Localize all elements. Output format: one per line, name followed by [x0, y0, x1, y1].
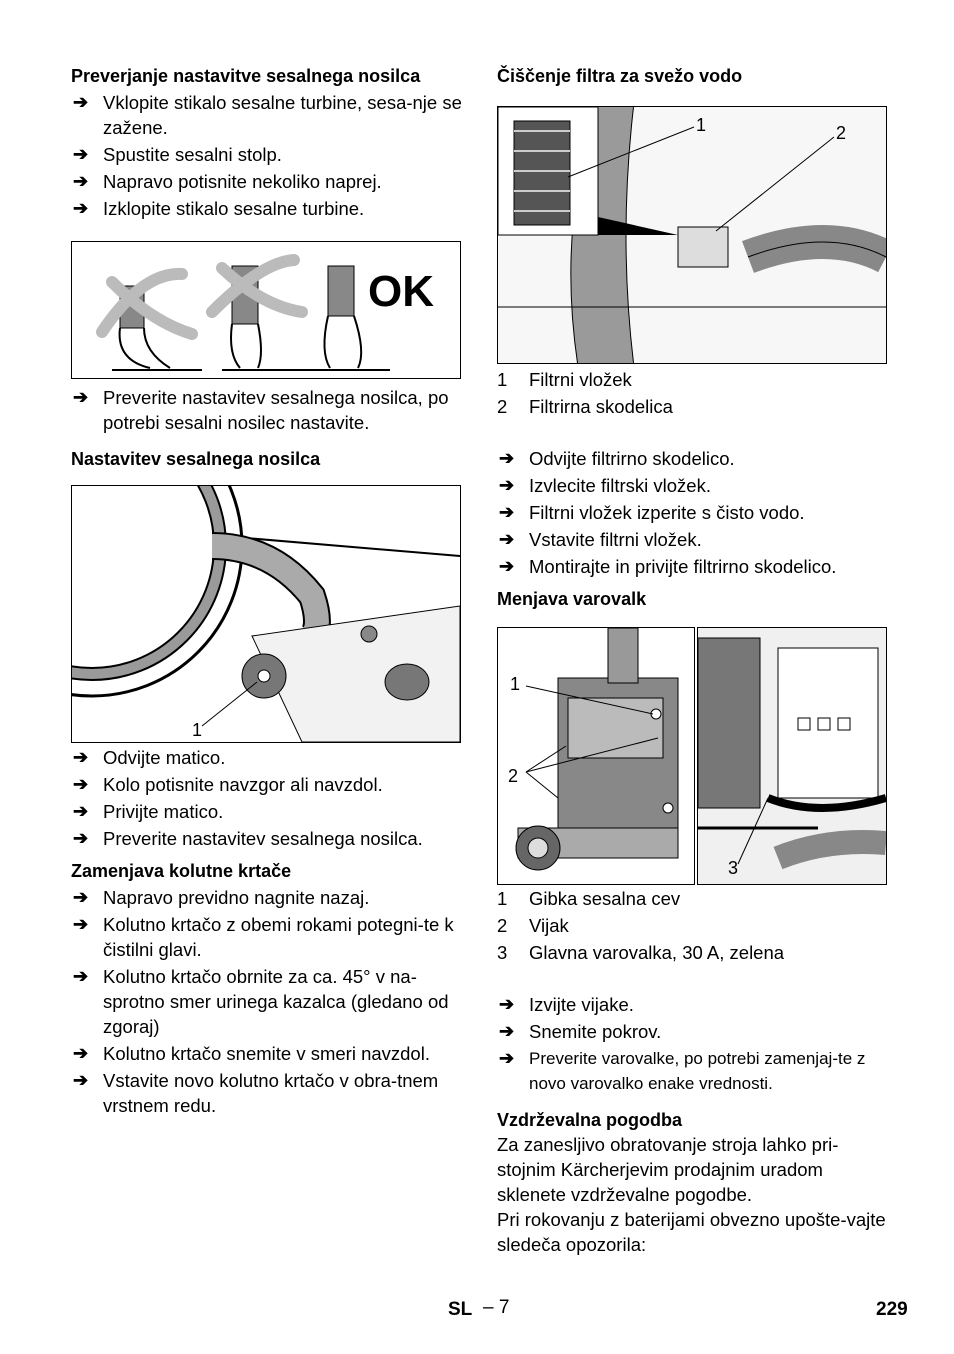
arrow-icon: ➔ [73, 144, 89, 164]
arrow-icon: ➔ [499, 448, 515, 468]
arrow-icon: ➔ [73, 887, 89, 907]
squeegee-check-figure [71, 241, 461, 379]
step-item: ➔ Izvlecite filtrski vložek. [499, 475, 711, 496]
arrow-icon: ➔ [73, 747, 89, 767]
callout-number: 1 [696, 115, 707, 135]
arrow-icon: ➔ [73, 1043, 89, 1063]
fuse-figures [497, 627, 887, 885]
step-item: ➔ Filtrni vložek izperite s čisto vodo. [499, 502, 805, 523]
page-number: 229 [876, 1299, 908, 1320]
callout-number: 2 [508, 766, 519, 786]
arrow-icon: ➔ [73, 828, 89, 848]
left-column [71, 64, 463, 1118]
legend-list [497, 885, 891, 966]
step-item: ➔ Spustite sesalni stolp. [73, 144, 282, 165]
step-item: ➔ Snemite pokrov. [499, 1021, 662, 1042]
body-paragraph: Pri rokovanju z baterijami obvezno upošte-vajte sledeča opozorila: [497, 1209, 886, 1255]
step-item: ➔ Izklopite stikalo sesalne turbine. [73, 198, 365, 219]
callout-number: 1 [510, 674, 521, 694]
arrow-icon: ➔ [499, 529, 515, 549]
legend-list [497, 366, 891, 420]
arrow-icon: ➔ [499, 475, 515, 495]
callout-number: 1 [192, 720, 203, 740]
step-item: ➔ Preverite nastavitev sesalnega nosilca, po potrebi sesalni nosilec nastavite. [73, 387, 449, 433]
section-title: Vzdrževalna pogodba [497, 1110, 683, 1130]
legend-item: 1 Gibka sesalna cev [497, 888, 681, 909]
legend-item: 1 Filtrni vložek [497, 369, 632, 390]
step-item: ➔ Kolutno krtačo z obemi rokami potegni-te k čistilni glavi. [73, 914, 454, 960]
arrow-icon: ➔ [73, 966, 89, 986]
squeegee-adjust-figure [71, 485, 461, 743]
section-title: Čiščenje filtra za svežo vodo [497, 66, 743, 86]
step-item: ➔ Izvijte vijake. [499, 994, 634, 1015]
step-list [497, 992, 891, 1044]
ok-label: OK [368, 267, 434, 316]
fresh-water-filter-figure [497, 106, 887, 364]
step-list [497, 1046, 891, 1096]
arrow-icon: ➔ [73, 1070, 89, 1090]
arrow-icon: ➔ [499, 556, 515, 576]
step-item: ➔ Kolutno krtačo snemite v smeri navzdol. [73, 1043, 430, 1064]
step-list [71, 885, 463, 1118]
step-list [497, 446, 891, 579]
callout-number: 2 [836, 123, 847, 143]
step-item: ➔ Vklopite stikalo sesalne turbine, sesa-nje se zažene. [73, 92, 462, 138]
fuse-box-figure [697, 627, 887, 885]
section-title: Nastavitev sesalnega nosilca [71, 449, 321, 469]
step-item: ➔ Preverite nastavitev sesalnega nosilca. [73, 828, 423, 849]
step-item: ➔ Vstavite filtrni vložek. [499, 529, 702, 550]
step-list [71, 745, 463, 851]
step-item: ➔ Montirajte in privijte filtrirno skodelico. [499, 556, 837, 577]
arrow-icon: ➔ [73, 198, 89, 218]
arrow-icon: ➔ [73, 171, 89, 191]
footer-language: SL [448, 1299, 473, 1320]
arrow-icon: ➔ [73, 92, 89, 112]
step-item: ➔ Preverite varovalke, po potrebi zamenjaj-te z novo varovalko enake vrednosti. [499, 1048, 866, 1093]
step-item: ➔ Vstavite novo kolutno krtačo v obra-tnem vrstnem redu. [73, 1070, 439, 1116]
footer-section-page: – 7 [483, 1297, 510, 1318]
section-title: Menjava varovalk [497, 589, 647, 609]
legend-item: 2 Vijak [497, 915, 569, 936]
step-item: ➔ Napravo potisnite nekoliko naprej. [73, 171, 382, 192]
arrow-icon: ➔ [73, 387, 89, 407]
legend-item: 3 Glavna varovalka, 30 A, zelena [497, 942, 785, 963]
section-title: Preverjanje nastavitve sesalnega nosilca [71, 66, 421, 86]
section-title: Zamenjava kolutne krtače [71, 861, 292, 881]
callout-number: 3 [728, 858, 739, 878]
arrow-icon: ➔ [73, 774, 89, 794]
legend-item: 2 Filtrirna skodelica [497, 396, 673, 417]
arrow-icon: ➔ [499, 502, 515, 522]
arrow-icon: ➔ [499, 994, 515, 1014]
right-column [497, 64, 891, 1257]
arrow-icon: ➔ [73, 801, 89, 821]
step-item: ➔ Privijte matico. [73, 801, 224, 822]
arrow-icon: ➔ [73, 914, 89, 934]
step-item: ➔ Odvijte filtrirno skodelico. [499, 448, 735, 469]
step-list [71, 385, 463, 435]
machine-figure [497, 627, 695, 885]
step-list [71, 90, 463, 221]
arrow-icon: ➔ [499, 1048, 515, 1068]
step-item: ➔ Kolo potisnite navzgor ali navzdol. [73, 774, 383, 795]
step-item: ➔ Kolutno krtačo obrnite za ca. 45° v na-sprotno smer urinega kazalca (gledano od zgoraj) [73, 966, 449, 1037]
step-item: ➔ Napravo previdno nagnite nazaj. [73, 887, 370, 908]
arrow-icon: ➔ [499, 1021, 515, 1041]
body-paragraph: Za zanesljivo obratovanje stroja lahko pri-stojnim Kärcherjevim prodajnim uradom sklenete vzdrževalne pogodbe. [497, 1134, 839, 1205]
step-item: ➔ Odvijte matico. [73, 747, 226, 768]
